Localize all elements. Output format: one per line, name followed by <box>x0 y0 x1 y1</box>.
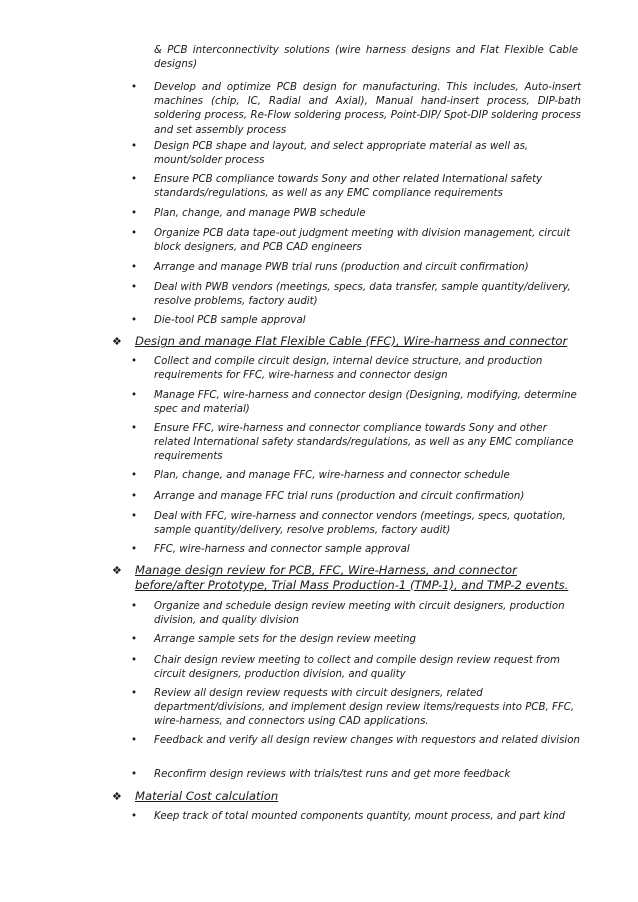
list-item-text: Die-tool PCB sample approval <box>154 315 306 326</box>
list-item-text: Deal with PWB vendors (meetings, specs, data transfer, sample quantity/delivery, resolve problems, factory audit) <box>154 282 571 308</box>
list-item-text: Ensure PCB compliance towards Sony and other related International safety standards/regulations, as well as any EMC compliance requirements <box>154 174 543 200</box>
bullet-dot-icon: • <box>131 423 138 434</box>
pcb-bullet-schedule <box>131 207 581 221</box>
section-heading-text: Material Cost calculation <box>135 789 279 803</box>
ffc-bullet-schedule <box>131 469 581 483</box>
list-item-text: Review all design review requests with circuit designers, related department/divisions, and implement design review items/requests into PCB, FFC, wire-harness, and connectors using CAD applications. <box>154 688 575 728</box>
four-diamond-icon: ❖ <box>112 564 122 577</box>
review-bullet-reconfirm <box>131 768 581 782</box>
list-item-text: FFC, wire-harness and connector sample approval <box>154 544 410 555</box>
section-heading-design-review <box>112 563 582 593</box>
list-item-text: Design PCB shape and layout, and select appropriate material as well as, mount/solder process <box>154 141 529 167</box>
pcb-bullet-trial-runs <box>131 261 581 275</box>
pcb-bullet-shape-layout <box>131 140 581 168</box>
ffc-bullet-manage <box>131 389 581 417</box>
list-item-text: Develop and optimize PCB design for manufacturing. This includes, Auto-insert machines (chip, IC, Radial and Axial), Manual hand-insert process, DIP-bath soldering process, Re-Flow soldering process, Point-DIP/ Spot-DIP soldering process and set assembly process <box>154 82 581 136</box>
cost-bullet-track <box>131 810 581 824</box>
bullet-dot-icon: • <box>131 282 138 293</box>
review-bullet-review-all <box>131 687 581 730</box>
list-item-text: Deal with FFC, wire-harness and connector vendors (meetings, specs, quotation, sample quantity/delivery, resolve problems, factory audit) <box>154 511 566 537</box>
list-item-text: Arrange sample sets for the design review meeting <box>154 634 417 645</box>
list-item-text: Chair design review meeting to collect and compile design review request from circuit designers, production division, and quality <box>154 655 560 681</box>
list-item-text: Keep track of total mounted components quantity, mount process, and part kind <box>154 811 566 822</box>
list-item-text: Plan, change, and manage FFC, wire-harness and connector schedule <box>154 470 510 481</box>
list-item-text: Arrange and manage FFC trial runs (production and circuit confirmation) <box>154 491 525 502</box>
four-diamond-icon: ❖ <box>112 790 122 803</box>
bullet-dot-icon: • <box>131 390 138 401</box>
review-bullet-organize <box>131 600 581 628</box>
ffc-bullet-trial-runs <box>131 490 581 504</box>
review-bullet-feedback <box>131 734 581 748</box>
review-bullet-sample-sets <box>131 633 581 647</box>
section-heading-text: Manage design review for PCB, FFC, Wire-Harness, and connector before/after Prototype, Trial Mass Production-1 (TMP-1), and TMP-2 events. <box>135 563 569 592</box>
section-heading-ffc <box>112 334 582 349</box>
bullet-dot-icon: • <box>131 356 138 367</box>
bullet-dot-icon: • <box>131 601 138 612</box>
pcb-bullet-dfm <box>131 81 581 138</box>
list-item-text: Ensure FFC, wire-harness and connector compliance towards Sony and other related International safety standards/regulations, as well as any EMC compliance requirements <box>154 423 574 463</box>
list-item-text: Organize and schedule design review meeting with circuit designers, production division, and quality division <box>154 601 565 627</box>
section-heading-material-cost <box>112 789 582 804</box>
pcb-bullet-die-tool <box>131 314 581 328</box>
list-item-text: Collect and compile circuit design, internal device structure, and production requirements for FFC, wire-harness and connector design <box>154 356 543 382</box>
bullet-dot-icon: • <box>131 315 138 326</box>
bullet-dot-icon: • <box>131 634 138 645</box>
list-item-text: Feedback and verify all design review changes with requestors and related division <box>154 735 580 746</box>
review-bullet-chair <box>131 654 581 682</box>
pcb-bullet-vendors <box>131 281 581 309</box>
list-item-text: Organize PCB data tape-out judgment meeting with division management, circuit block designers, and PCB CAD engineers <box>154 228 571 254</box>
list-item-text: Plan, change, and manage PWB schedule <box>154 208 366 219</box>
list-item-text: Manage FFC, wire-harness and connector design (Designing, modifying, determine spec and material) <box>154 390 577 416</box>
section-heading-text: Design and manage Flat Flexible Cable (FFC), Wire-harness and connector <box>135 334 568 348</box>
bullet-dot-icon: • <box>131 174 138 185</box>
ffc-bullet-collect <box>131 355 581 383</box>
list-item-text: Reconfirm design reviews with trials/test runs and get more feedback <box>154 769 511 780</box>
list-item-text: Arrange and manage PWB trial runs (production and circuit confirmation) <box>154 262 529 273</box>
bullet-dot-icon: • <box>131 491 138 502</box>
bullet-dot-icon: • <box>131 82 138 93</box>
bullet-dot-icon: • <box>131 141 138 152</box>
bullet-dot-icon: • <box>131 262 138 273</box>
bullet-dot-icon: • <box>131 228 138 239</box>
bullet-dot-icon: • <box>131 769 138 780</box>
bullet-dot-icon: • <box>131 735 138 746</box>
bullet-dot-icon: • <box>131 811 138 822</box>
pcb-bullet-tapeout <box>131 227 581 255</box>
bullet-dot-icon: • <box>131 655 138 666</box>
ffc-bullet-vendors <box>131 510 581 538</box>
bullet-dot-icon: • <box>131 470 138 481</box>
four-diamond-icon: ❖ <box>112 335 122 348</box>
ffc-bullet-approval <box>131 543 581 557</box>
bullet-dot-icon: • <box>131 511 138 522</box>
ffc-bullet-compliance <box>131 422 581 465</box>
pcb-bullet-compliance <box>131 173 581 201</box>
bullet-dot-icon: • <box>131 688 138 699</box>
bullet-dot-icon: • <box>131 544 138 555</box>
bullet-dot-icon: • <box>131 208 138 219</box>
pcb-continuation-text: & PCB interconnectivity solutions (wire harness designs and Flat Flexible Cable designs) <box>154 45 578 71</box>
